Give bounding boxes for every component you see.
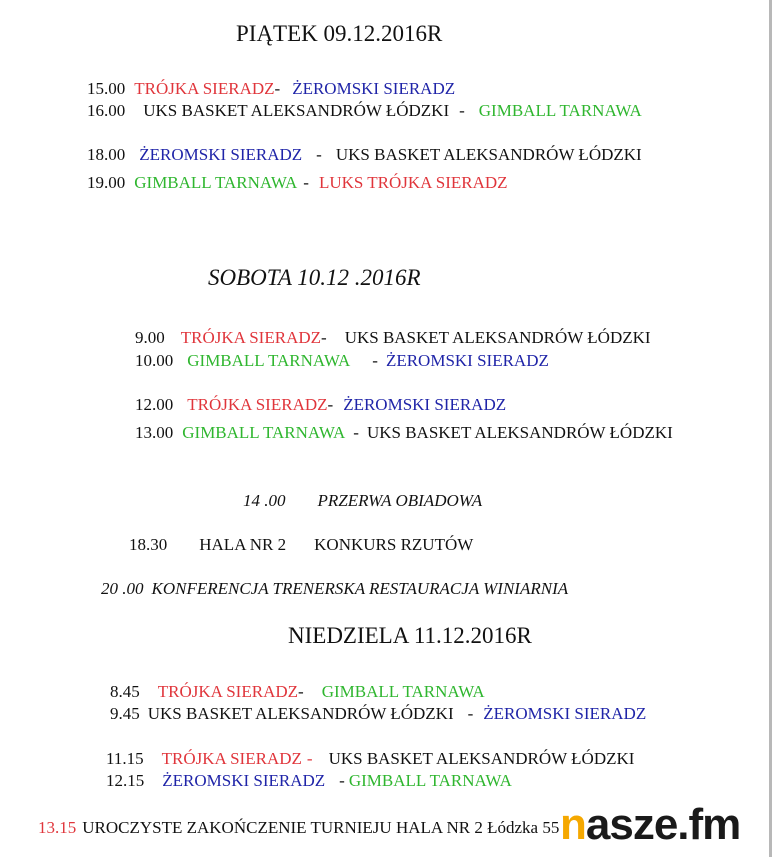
day-title-sunday: NIEDZIELA 11.12.2016R xyxy=(288,623,532,648)
team-away: GIMBALL TARNAWA xyxy=(348,771,512,790)
team-away: UKS BASKET ALEKSANDRÓW ŁÓDZKI xyxy=(366,423,673,442)
schedule-row xyxy=(135,351,549,371)
event-time: 14 .00 xyxy=(243,491,286,510)
schedule-row xyxy=(135,328,651,348)
schedule-row xyxy=(87,101,642,121)
schedule-row xyxy=(135,423,673,443)
match-time: 8.45 xyxy=(110,682,140,701)
separator: - xyxy=(467,704,474,723)
team-away: ŻEROMSKI SIERADZ xyxy=(292,79,456,98)
team-away: ŻEROMSKI SIERADZ xyxy=(343,395,507,414)
schedule-row xyxy=(110,682,485,702)
separator: - xyxy=(306,749,313,768)
closing-text: UROCZYSTE ZAKOŃCZENIE TURNIEJU HALA NR 2 Łódzka 55 xyxy=(82,818,560,837)
team-away: GIMBALL TARNAWA xyxy=(321,682,485,701)
watermark-logo xyxy=(560,800,768,850)
match-time: 12.15 xyxy=(106,771,145,790)
day-title-friday: PIĄTEK 09.12.2016R xyxy=(236,21,443,46)
event-time: 18.30 xyxy=(129,535,168,554)
team-away: ŻEROMSKI SIERADZ xyxy=(385,351,549,370)
team-away: UKS BASKET ALEKSANDRÓW ŁÓDZKI xyxy=(344,328,651,347)
team-home: UKS BASKET ALEKSANDRÓW ŁÓDZKI xyxy=(147,704,454,723)
logo-text: asze.fm xyxy=(585,800,741,849)
team-away: UKS BASKET ALEKSANDRÓW ŁÓDZKI xyxy=(328,749,635,768)
separator: - xyxy=(321,328,327,347)
team-home: TRÓJKA SIERADZ xyxy=(187,395,328,414)
closing-time: 13.15 xyxy=(38,818,77,837)
separator: - xyxy=(459,101,465,120)
event-text: KONKURS RZUTÓW xyxy=(314,535,474,554)
event-row xyxy=(129,535,473,555)
schedule-row xyxy=(87,145,642,165)
team-away: ŻEROMSKI SIERADZ xyxy=(483,704,647,723)
team-away: GIMBALL TARNAWA xyxy=(478,101,642,120)
match-time: 12.00 xyxy=(135,395,174,414)
team-home: TRÓJKA SIERADZ xyxy=(134,79,275,98)
match-time: 13.00 xyxy=(135,423,174,442)
separator: - xyxy=(316,145,322,164)
logo-accent-letter: n xyxy=(560,800,586,849)
event-place: HALA NR 2 xyxy=(199,535,287,554)
team-home: GIMBALL TARNAWA xyxy=(134,173,298,192)
team-home: ŻEROMSKI SIERADZ xyxy=(139,145,303,164)
team-home: TRÓJKA SIERADZ xyxy=(161,749,302,768)
team-home: ŻEROMSKI SIERADZ xyxy=(162,771,326,790)
team-away: UKS BASKET ALEKSANDRÓW ŁÓDZKI xyxy=(335,145,642,164)
closing-ceremony-row xyxy=(38,818,559,838)
event-row xyxy=(101,579,568,599)
match-time: 9.45 xyxy=(110,704,140,723)
event-row xyxy=(243,491,482,511)
separator: - xyxy=(327,395,334,414)
separator: - xyxy=(372,351,378,370)
schedule-row xyxy=(135,395,506,415)
schedule-row xyxy=(106,749,634,769)
separator: - xyxy=(339,771,345,790)
separator: - xyxy=(274,79,281,98)
match-time: 11.15 xyxy=(106,749,144,768)
team-away: LUKS TRÓJKA SIERADZ xyxy=(318,173,508,192)
team-home: TRÓJKA SIERADZ xyxy=(180,328,322,347)
team-home: GIMBALL TARNAWA xyxy=(182,423,346,442)
team-home: TRÓJKA SIERADZ xyxy=(157,682,299,701)
event-time: 20 .00 xyxy=(101,579,144,598)
team-home: UKS BASKET ALEKSANDRÓW ŁÓDZKI xyxy=(143,101,450,120)
match-time: 16.00 xyxy=(87,101,126,120)
schedule-row xyxy=(106,771,512,791)
match-time: 15.00 xyxy=(87,79,126,98)
match-time: 10.00 xyxy=(135,351,174,370)
event-text: KONFERENCJA TRENERSKA RESTAURACJA WINIARNIA xyxy=(151,579,569,598)
match-time: 18.00 xyxy=(87,145,126,164)
match-time: 9.00 xyxy=(135,328,165,347)
schedule-row xyxy=(87,173,508,193)
team-home: GIMBALL TARNAWA xyxy=(187,351,351,370)
day-title-saturday: SOBOTA 10.12 .2016R xyxy=(208,265,421,290)
schedule-row xyxy=(87,79,455,99)
separator: - xyxy=(303,173,309,192)
separator: - xyxy=(353,423,359,442)
schedule-row xyxy=(110,704,646,724)
event-text: PRZERWA OBIADOWA xyxy=(317,491,483,510)
match-time: 19.00 xyxy=(87,173,126,192)
separator: - xyxy=(298,682,304,701)
